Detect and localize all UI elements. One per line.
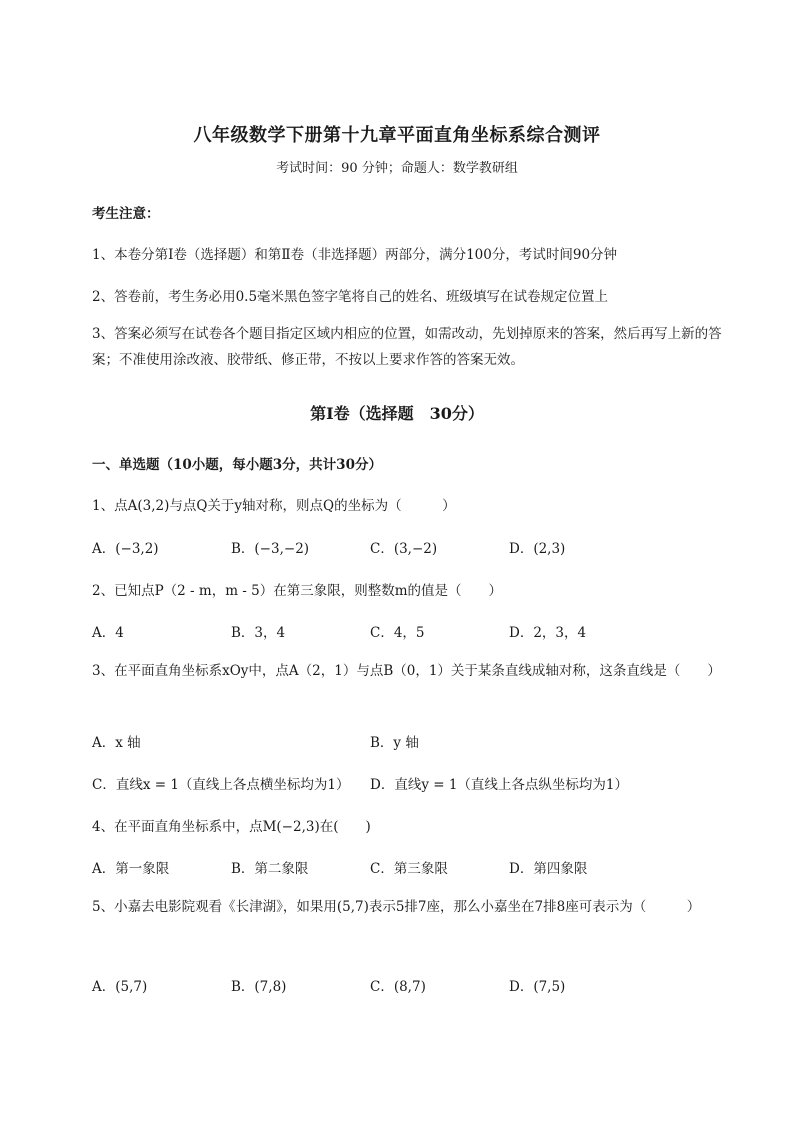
page-title: 八年级数学下册第十九章平面直角坐标系综合测评: [193, 125, 601, 146]
question-1-stem: 1、点A(3,2)与点Q关于y轴对称，则点Q的坐标为（ ）: [92, 498, 456, 514]
question-3-option-c[interactable]: C．直线x = 1（直线上各点横坐标均为1）: [92, 777, 350, 793]
notice-item-2: 2、答卷前，考生务必用0.5毫米黑色签字笔将自己的姓名、班级填写在试卷规定位置上: [92, 289, 609, 305]
question-4-option-d[interactable]: D．第四象限: [509, 861, 588, 877]
question-5-stem: 5、小嘉去电影院观看《长津湖》，如果用(5,7)表示5排7座，那么小嘉坐在7排8座可表示为（ ）: [92, 899, 701, 915]
question-5-option-d[interactable]: D．(7,5): [509, 979, 566, 995]
question-1-option-a[interactable]: A．(−3,2): [92, 541, 159, 557]
question-5-option-a[interactable]: A．(5,7): [92, 979, 148, 995]
question-1-option-b[interactable]: B．(−3,−2): [231, 541, 310, 557]
question-2-option-a[interactable]: A．4: [92, 625, 124, 641]
notice-item-3: 3、答案必须写在试卷各个题目指定区域内相应的位置，如需改动，先划掉原来的答案，然后再写上新的答案；不准使用涂改液、胶带纸、修正带，不按以上要求作答的答案无效。: [92, 326, 722, 368]
exam-info: 考试时间：90 分钟；命题人：数学教研组: [276, 161, 518, 176]
question-1-option-d[interactable]: D．(2,3): [509, 541, 566, 557]
question-4-stem: 4、在平面直角坐标系中，点M(−2,3)在( ): [92, 819, 371, 835]
question-3-stem: 3、在平面直角坐标系xOy中，点A（2，1）与点B（0，1）关于某条直线成轴对称，这条直线是（ ）: [92, 663, 721, 679]
question-5-option-b[interactable]: B．(7,8): [231, 979, 287, 995]
question-3-option-b[interactable]: B．y 轴: [370, 735, 419, 751]
question-3-option-a[interactable]: A．x 轴: [92, 735, 141, 751]
question-1-option-c[interactable]: C．(3,−2): [370, 541, 438, 557]
question-2-option-b[interactable]: B．3，4: [231, 625, 286, 641]
question-5-option-c[interactable]: C．(8,7): [370, 979, 426, 995]
question-4-option-c[interactable]: C．第三象限: [370, 861, 448, 877]
section-heading: 一、单选题（10小题，每小题3分，共计30分）: [92, 457, 382, 473]
question-4-option-b[interactable]: B．第二象限: [231, 861, 309, 877]
question-2-option-d[interactable]: D．2，3，4: [509, 625, 587, 641]
notice-heading: 考生注意：: [92, 206, 160, 222]
question-2-stem: 2、已知点P（2 - m，m - 5）在第三象限，则整数m的值是（ ）: [92, 583, 503, 599]
question-3-option-d[interactable]: D．直线y = 1（直线上各点纵坐标均为1）: [370, 777, 629, 793]
notice-item-1: 1、本卷分第Ⅰ卷（选择题）和第Ⅱ卷（非选择题）两部分，满分100分，考试时间90分钟: [92, 247, 618, 263]
part1-title: 第Ⅰ卷（选择题 30分）: [310, 404, 484, 423]
question-2-option-c[interactable]: C．4，5: [370, 625, 425, 641]
question-4-option-a[interactable]: A．第一象限: [92, 861, 170, 877]
